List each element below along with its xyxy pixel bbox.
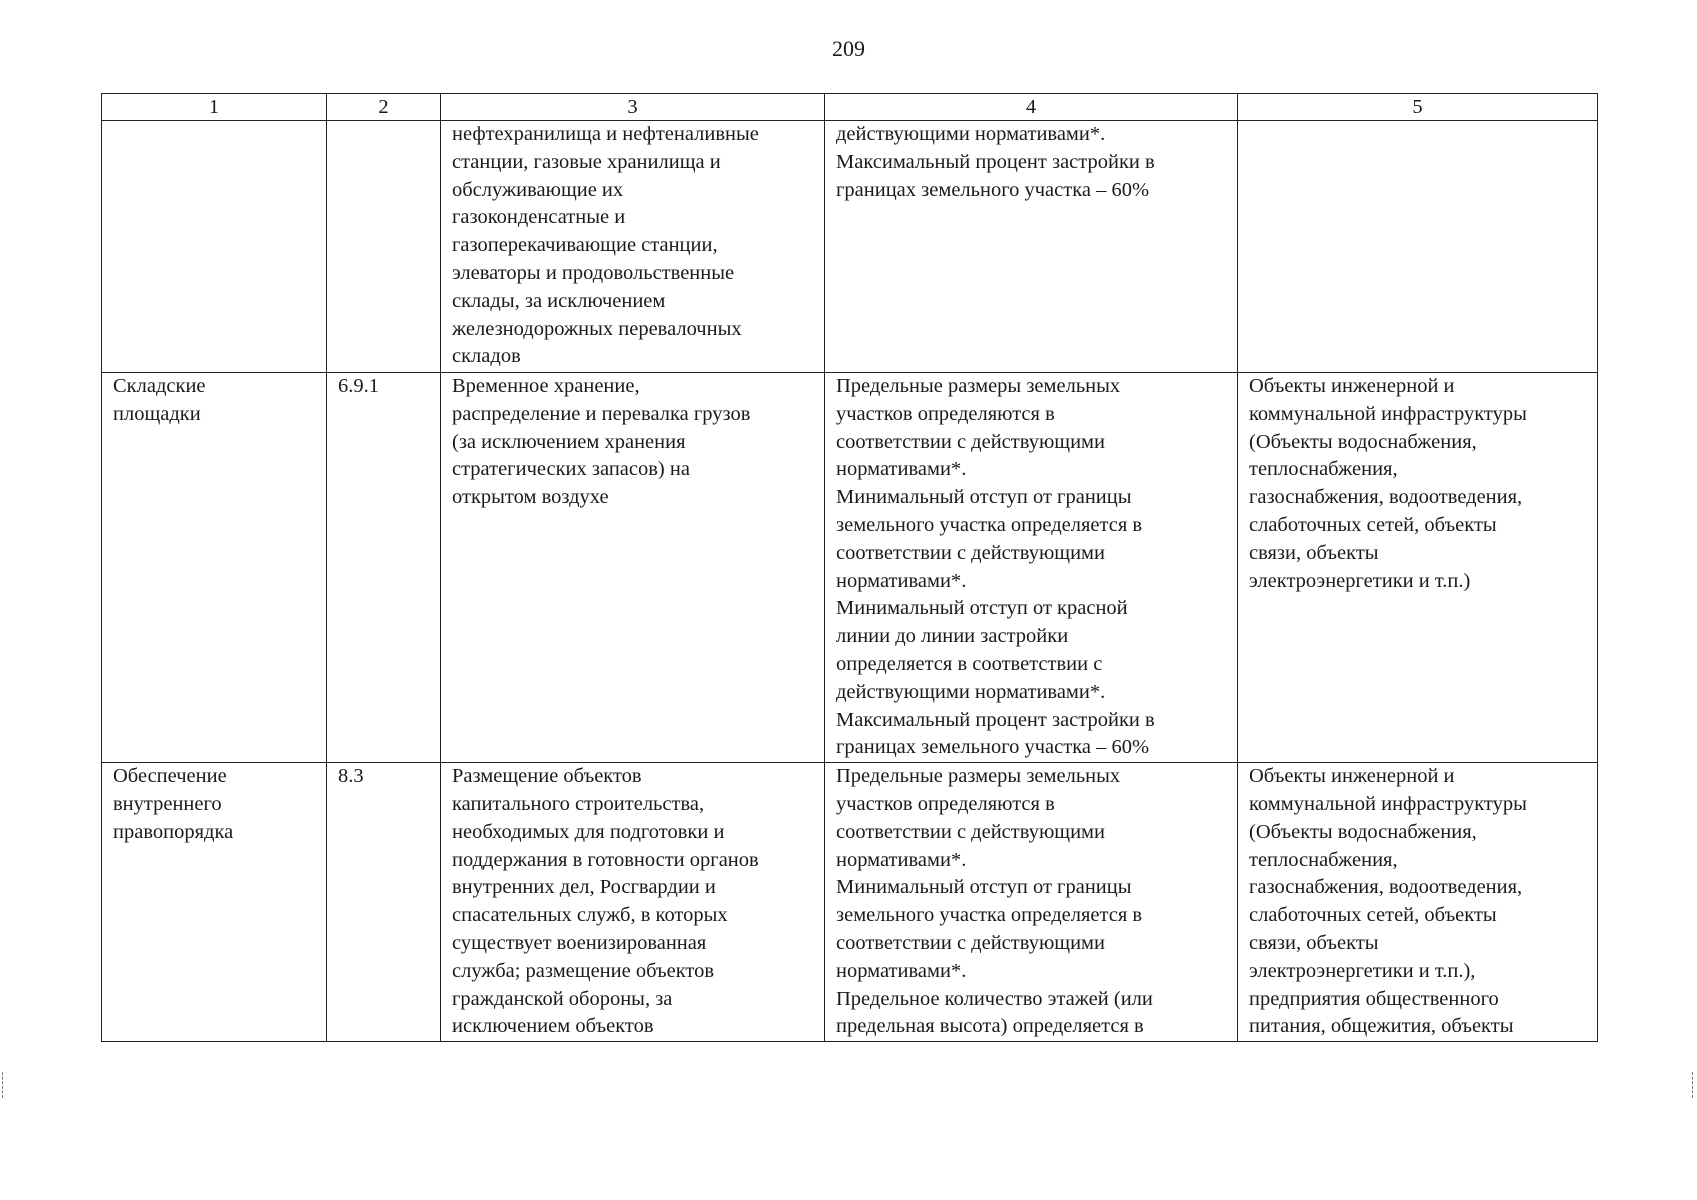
column-header-4: 4	[825, 94, 1238, 121]
land-use-table	[101, 93, 1598, 1042]
left-scan-mark	[2, 1072, 6, 1098]
code-cell: 6.9.1	[327, 373, 441, 763]
use-name-cell: Складские площадки	[102, 373, 327, 763]
auxiliary-uses-cell: Объекты инженерной и коммунальной инфраструктуры (Объекты водоснабжения, теплоснабжения, газоснабжения, водоотведения, слаботочных сетей, объекты связи, объекты электроэнергетики и т.п.)	[1238, 373, 1598, 763]
right-scan-mark	[1692, 1072, 1696, 1098]
parameters-cell: Предельные размеры земельных участков определяются в соответствии с действующими нормативами*. Минимальный отступ от границы земельного участка определяется в соответствии с действующими нормативами*. Предельное количество этажей (или предельная высота) определяется в	[825, 763, 1238, 1042]
table-row-internal-order	[102, 763, 1598, 1042]
page-number: 209	[832, 36, 865, 61]
column-header-5: 5	[1238, 94, 1598, 121]
description-cell: нефтехранилища и нефтеналивные станции, газовые хранилища и обслуживающие их газоконденсатные и газоперекачивающие станции, элеваторы и продовольственные склады, за исключением железнодорожных перевалочных складов	[441, 121, 825, 373]
auxiliary-uses-cell: Объекты инженерной и коммунальной инфраструктуры (Объекты водоснабжения, теплоснабжения, газоснабжения, водоотведения, слаботочных сетей, объекты связи, объекты электроэнергетики и т.п.), предприятия общественного питания, общежития, объекты	[1238, 763, 1598, 1042]
column-header-1: 1	[102, 94, 327, 121]
description-cell: Размещение объектов капитального строительства, необходимых для подготовки и поддержания в готовности органов внутренних дел, Росгвардии и спасательных служб, в которых существует военизированная служба; размещение объектов гражданской обороны, за исключением объектов	[441, 763, 825, 1042]
use-name-cell	[102, 121, 327, 373]
table-row-continuation	[102, 121, 1598, 373]
auxiliary-uses-cell	[1238, 121, 1598, 373]
code-cell: 8.3	[327, 763, 441, 1042]
use-name-cell: Обеспечение внутреннего правопорядка	[102, 763, 327, 1042]
description-cell: Временное хранение, распределение и перевалка грузов (за исключением хранения стратегических запасов) на открытом воздухе	[441, 373, 825, 763]
column-header-3: 3	[441, 94, 825, 121]
header-row	[102, 94, 1598, 121]
parameters-cell: Предельные размеры земельных участков определяются в соответствии с действующими нормативами*. Минимальный отступ от границы земельного участка определяется в соответствии с действующими нормативами*. Минимальный отступ от красной линии до линии застройки определяется в соответствии с действующими нормативами*. Максимальный процент застройки в границах земельного участка – 60%	[825, 373, 1238, 763]
parameters-cell: действующими нормативами*. Максимальный процент застройки в границах земельного участка – 60%	[825, 121, 1238, 373]
column-header-2: 2	[327, 94, 441, 121]
code-cell	[327, 121, 441, 373]
table-row-storage-areas	[102, 373, 1598, 763]
